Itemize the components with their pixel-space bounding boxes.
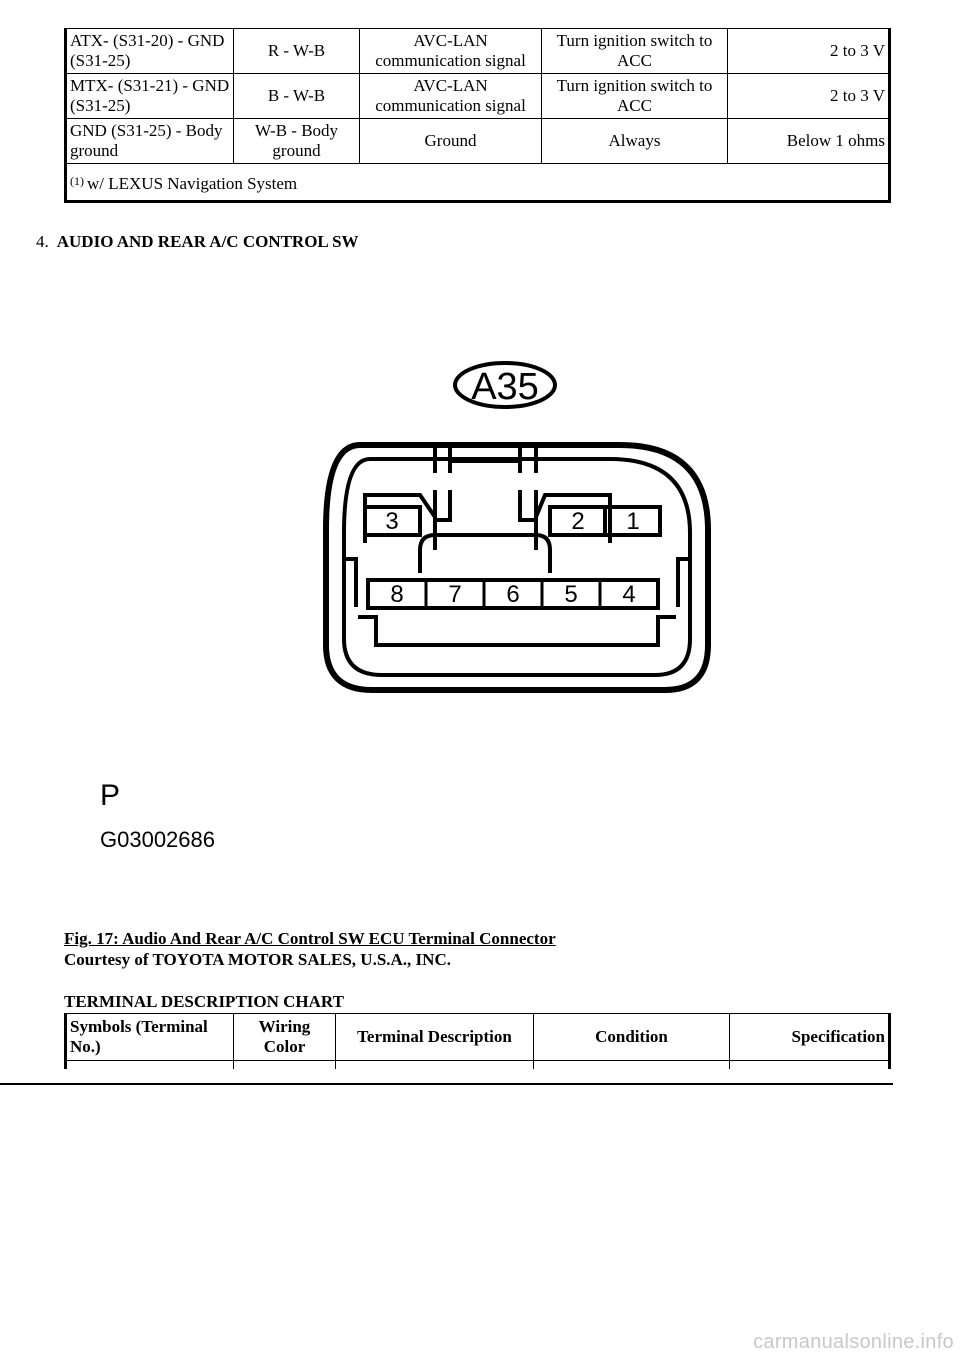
symbols-cell: MTX- (S31-21) - GND (S31-25) (66, 74, 234, 119)
section-title: AUDIO AND REAR A/C CONTROL SW (56, 232, 359, 251)
page-divider (0, 1083, 893, 1085)
table-note (66, 164, 890, 202)
note-marker: (1) (70, 173, 84, 188)
part-code: G03002686 (100, 827, 215, 852)
symbols-cell: GND (S31-25) - Body ground (66, 119, 234, 164)
caption-courtesy: Courtesy of TOYOTA MOTOR SALES, U.S.A., INC. (64, 950, 451, 969)
column-header: Wiring Color (234, 1014, 336, 1061)
condition-cell: Always (542, 119, 728, 164)
table-row (66, 1061, 890, 1070)
note-text: w/ LEXUS Navigation System (87, 173, 298, 193)
terminal-number: 3 (385, 508, 399, 535)
watermark: carmanualsonline.info (753, 1331, 954, 1353)
connector-figure (90, 355, 790, 895)
table-header-row (66, 1014, 890, 1061)
terminal-number: 8 (390, 581, 404, 608)
terminal-table-continued (64, 28, 891, 203)
connector-label: A35 (471, 366, 539, 408)
specification-cell: 2 to 3 V (728, 29, 890, 74)
wiring-color-cell: R - W-B (234, 29, 360, 74)
table-row (66, 74, 890, 119)
description-cell: AVC-LAN communication signal (360, 29, 542, 74)
condition-cell: Turn ignition switch to ACC (542, 74, 728, 119)
connector-diagram (90, 355, 790, 895)
terminal-number: 1 (626, 508, 640, 535)
terminal-number: 7 (448, 581, 462, 608)
specification-cell: Below 1 ohms (728, 119, 890, 164)
terminal-number: 5 (564, 581, 578, 608)
terminal-description-chart (64, 1013, 891, 1069)
column-header: Condition (534, 1014, 730, 1061)
symbols-cell: ATX- (S31-20) - GND (S31-25) (66, 29, 234, 74)
section-number: 4. (36, 232, 49, 251)
caption-title: Fig. 17: Audio And Rear A/C Control SW ECU Terminal Connector (64, 929, 556, 948)
wiring-color-cell: B - W-B (234, 74, 360, 119)
column-header: Specification (730, 1014, 890, 1061)
connector-housing (326, 445, 708, 690)
condition-cell: Turn ignition switch to ACC (542, 29, 728, 74)
description-cell: Ground (360, 119, 542, 164)
terminal-number: 6 (506, 581, 520, 608)
table-row (66, 29, 890, 74)
column-header: Terminal Description (336, 1014, 534, 1061)
terminal-number: 2 (571, 508, 585, 535)
section-heading (36, 232, 359, 252)
wiring-color-cell: W-B - Body ground (234, 119, 360, 164)
chart-heading: TERMINAL DESCRIPTION CHART (64, 992, 344, 1011)
table-row (66, 119, 890, 164)
description-cell: AVC-LAN communication signal (360, 74, 542, 119)
color-code: P (100, 779, 121, 812)
column-header: Symbols (Terminal No.) (66, 1014, 234, 1061)
terminal-number: 4 (622, 581, 636, 608)
connector-housing-inner (344, 459, 690, 675)
table-note-row (66, 164, 890, 202)
figure-caption (64, 928, 556, 970)
specification-cell: 2 to 3 V (728, 74, 890, 119)
